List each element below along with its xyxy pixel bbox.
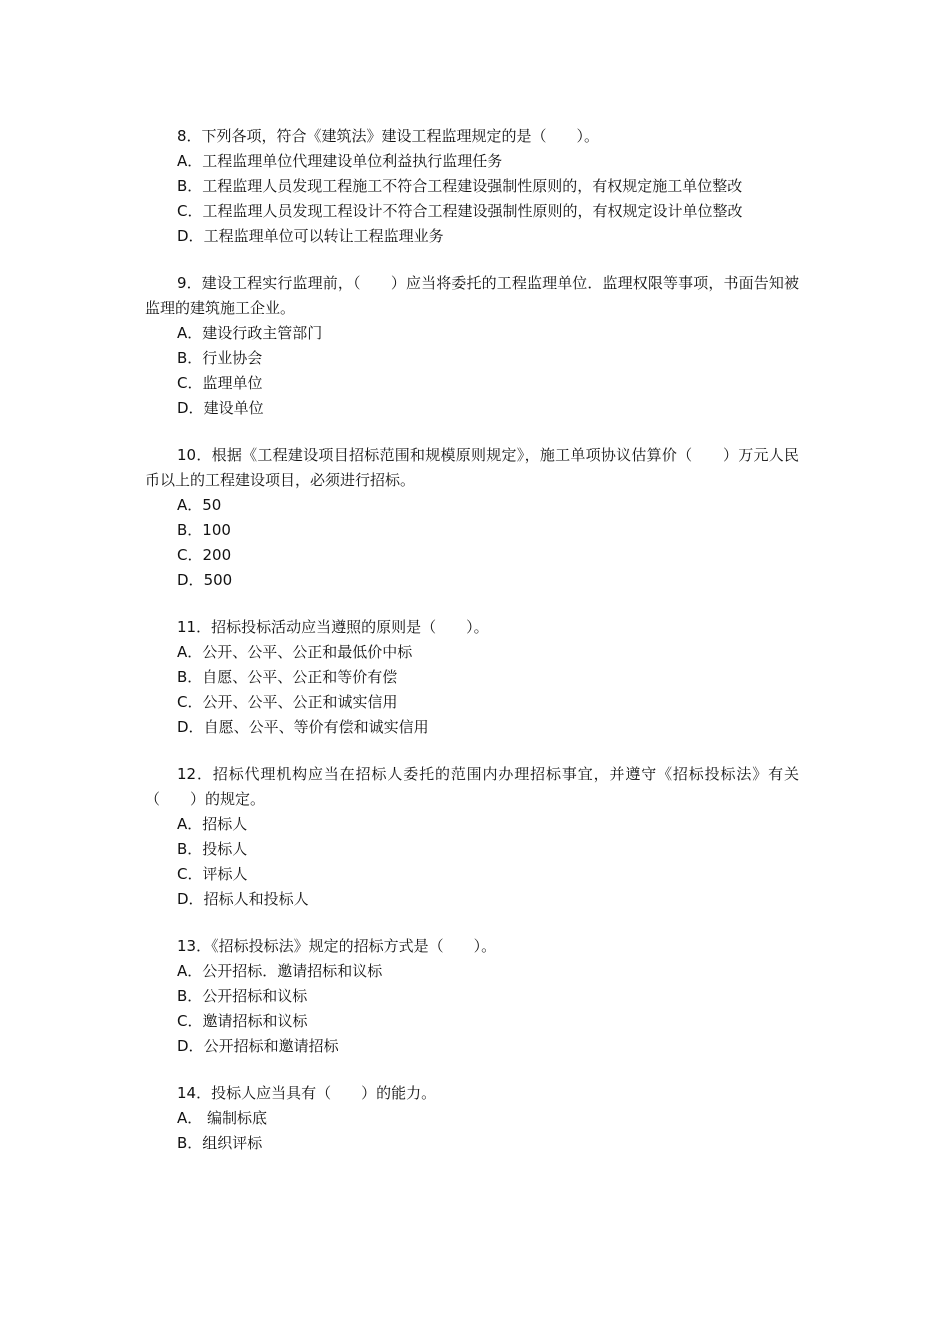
- option-text: 行业协会: [202, 349, 263, 367]
- option-a: [145, 812, 799, 837]
- question-body: 投标人应当具有（ ）的能力。: [211, 1084, 437, 1102]
- option-text: 自愿、公平、等价有偿和诚实信用: [203, 718, 429, 736]
- option-letter: D．: [177, 890, 204, 908]
- option-letter: A．: [177, 324, 203, 342]
- option-letter: A．: [177, 152, 203, 170]
- option-letter: B．: [177, 987, 203, 1005]
- question-8: [145, 124, 799, 249]
- option-text: 100: [202, 521, 231, 539]
- option-text: 50: [202, 496, 222, 514]
- document-page: [145, 124, 799, 1178]
- option-letter: C．: [177, 1012, 203, 1030]
- option-b: [145, 174, 799, 199]
- question-number: 12．: [177, 765, 213, 783]
- option-letter: D．: [177, 718, 204, 736]
- question-9: [145, 271, 799, 421]
- option-text: 公开、公平、公正和最低价中标: [202, 643, 413, 661]
- option-letter: A．: [177, 815, 203, 833]
- question-body: 《招标投标法》规定的招标方式是（ ）。: [211, 937, 497, 955]
- question-text: [145, 615, 799, 640]
- question-number: 10．: [177, 446, 212, 464]
- question-body: 下列各项，符合《建筑法》建设工程监理规定的是（ ）。: [201, 127, 600, 145]
- option-text: 工程监理单位可以转让工程监理业务: [203, 227, 444, 245]
- option-text: 招标人: [202, 815, 248, 833]
- option-c: [145, 1009, 799, 1034]
- option-a: [145, 1106, 799, 1131]
- option-letter: A．: [177, 1109, 203, 1127]
- option-letter: C．: [177, 374, 203, 392]
- option-letter: C．: [177, 546, 203, 564]
- option-letter: B．: [177, 1134, 203, 1152]
- option-b: [145, 837, 799, 862]
- option-letter: B．: [177, 840, 203, 858]
- option-text: 公开招标和议标: [202, 987, 308, 1005]
- option-a: [145, 959, 799, 984]
- question-body: 招标代理机构应当在招标人委托的范围内办理招标事宜，并遵守《招标投标法》有关（ ）的规定。: [145, 765, 799, 808]
- question-12: [145, 762, 799, 912]
- question-14: [145, 1081, 799, 1156]
- question-number: 14．: [177, 1084, 212, 1102]
- option-d: [145, 1034, 799, 1059]
- option-letter: D．: [177, 571, 204, 589]
- option-text: 公开、公平、公正和诚实信用: [202, 693, 398, 711]
- question-13: [145, 934, 799, 1059]
- option-text: 200: [202, 546, 232, 564]
- option-text: 编制标底: [202, 1109, 268, 1127]
- option-a: [145, 149, 799, 174]
- question-text: [145, 934, 799, 959]
- option-d: [145, 224, 799, 249]
- option-letter: B．: [177, 349, 203, 367]
- option-a: [145, 493, 799, 518]
- question-text: [145, 1081, 799, 1106]
- option-text: 评标人: [202, 865, 248, 883]
- option-letter: D．: [177, 227, 204, 245]
- question-11: [145, 615, 799, 740]
- option-b: [145, 346, 799, 371]
- option-d: [145, 715, 799, 740]
- option-text: 公开招标和邀请招标: [203, 1037, 339, 1055]
- option-text: 招标人和投标人: [203, 890, 309, 908]
- question-body: 招标投标活动应当遵照的原则是（ ）。: [211, 618, 489, 636]
- option-letter: B．: [177, 521, 203, 539]
- option-text: 投标人: [202, 840, 248, 858]
- option-c: [145, 690, 799, 715]
- option-letter: A．: [177, 496, 203, 514]
- question-number: 8．: [177, 127, 202, 145]
- option-text: 500: [203, 571, 233, 589]
- question-10: [145, 443, 799, 593]
- question-body: 根据《工程建设项目招标范围和规模原则规定》，施工单项协议估算价（ ）万元人民币以上的工程建设项目，必须进行招标。: [145, 446, 799, 489]
- question-text: [145, 443, 799, 493]
- option-text: 工程监理人员发现工程施工不符合工程建设强制性原则的，有权规定施工单位整改: [202, 177, 743, 195]
- option-text: 自愿、公平、公正和等价有偿: [202, 668, 398, 686]
- option-c: [145, 371, 799, 396]
- option-text: 建设单位: [203, 399, 264, 417]
- option-b: [145, 518, 799, 543]
- option-letter: A．: [177, 962, 203, 980]
- option-b: [145, 984, 799, 1009]
- option-b: [145, 1131, 799, 1156]
- question-text: [145, 762, 799, 812]
- option-d: [145, 396, 799, 421]
- option-text: 工程监理人员发现工程设计不符合工程建设强制性原则的，有权规定设计单位整改: [202, 202, 743, 220]
- option-letter: D．: [177, 399, 204, 417]
- option-letter: C．: [177, 202, 203, 220]
- option-d: [145, 887, 799, 912]
- option-text: 组织评标: [202, 1134, 263, 1152]
- option-text: 邀请招标和议标: [202, 1012, 308, 1030]
- option-a: [145, 321, 799, 346]
- option-c: [145, 862, 799, 887]
- option-text: 公开招标．邀请招标和议标: [202, 962, 383, 980]
- option-letter: C．: [177, 865, 203, 883]
- option-letter: A．: [177, 643, 203, 661]
- question-number: 9．: [177, 274, 202, 292]
- option-b: [145, 665, 799, 690]
- option-c: [145, 199, 799, 224]
- option-text: 建设行政主管部门: [202, 324, 323, 342]
- question-number: 11．: [177, 618, 212, 636]
- option-text: 监理单位: [202, 374, 263, 392]
- option-d: [145, 568, 799, 593]
- option-text: 工程监理单位代理建设单位利益执行监理任务: [202, 152, 503, 170]
- option-a: [145, 640, 799, 665]
- question-body: 建设工程实行监理前，（ ）应当将委托的工程监理单位．监理权限等事项，书面告知被监理的建筑施工企业。: [145, 274, 799, 317]
- option-c: [145, 543, 799, 568]
- question-number: 13．: [177, 937, 212, 955]
- option-letter: D．: [177, 1037, 204, 1055]
- option-letter: B．: [177, 668, 203, 686]
- option-letter: B．: [177, 177, 203, 195]
- question-text: [145, 271, 799, 321]
- option-letter: C．: [177, 693, 203, 711]
- question-text: [145, 124, 799, 149]
